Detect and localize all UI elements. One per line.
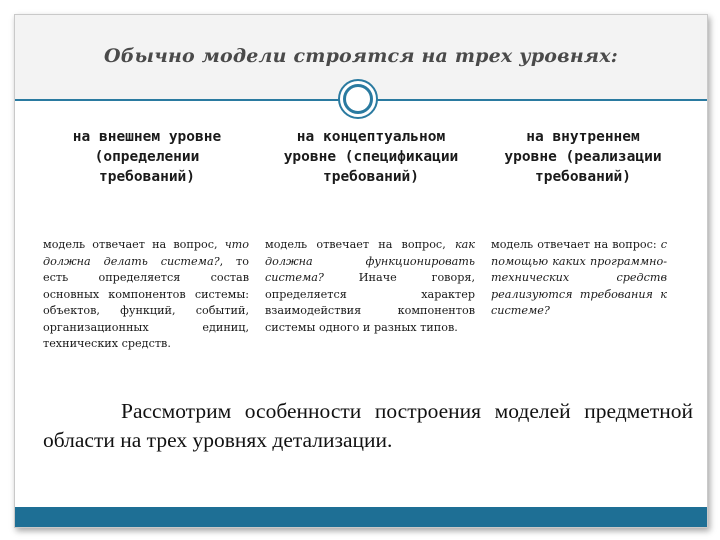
column-3-text-a: модель отвечает на вопрос: (491, 238, 661, 251)
column-1-text-b: , то есть определяется состав основных компонентов системы: объектов, функций, событий, организационных единиц, технических средств. (43, 254, 249, 350)
column-1-body (43, 237, 249, 353)
column-3-heading: на внутреннем уровне (реализации требований) (504, 129, 662, 185)
column-1-text-a: модель отвечает на вопрос, (43, 238, 225, 251)
column-2-heading: на концептуальном уровне (спецификации требований) (283, 129, 459, 185)
bottom-accent-bar (15, 507, 707, 527)
summary-paragraph: Рассмотрим особенности построения моделей предметной области на трех уровнях детализации. (43, 399, 693, 452)
slide-frame (14, 14, 708, 528)
column-2-body (265, 237, 475, 336)
column-2-text-b: Иначе говоря, определяется характер взаимодействия компонентов системы одного и разных типов. (265, 271, 475, 334)
column-2-text-italic: как должна функционировать система? (265, 238, 475, 284)
header-circle-ornament (338, 79, 378, 119)
column-3-body (491, 237, 667, 320)
column-2-text-a: модель отвечает на вопрос, (265, 238, 455, 251)
slide-title: Обычно модели строятся на трех уровнях: (104, 45, 618, 67)
column-1-heading: на внешнем уровне (определении требований) (72, 129, 222, 185)
column-1-text-italic: что должна делать система? (43, 238, 249, 268)
column-3-text-italic: с помощью каких программно-технических средств реализуются требования к системе? (491, 238, 667, 317)
